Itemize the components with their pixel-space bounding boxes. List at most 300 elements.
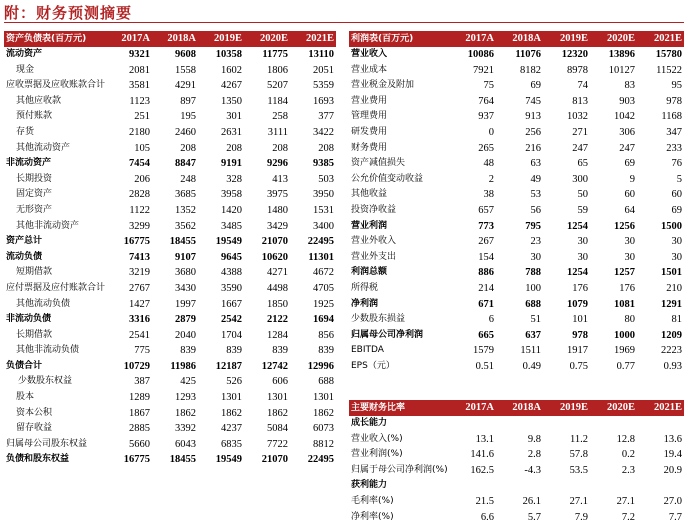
row-label: 股本 xyxy=(16,392,35,403)
year-header: 2020E xyxy=(590,400,637,416)
row-value: 3485 xyxy=(221,220,242,232)
year-header: 2018A xyxy=(496,400,543,416)
row-value: 1694 xyxy=(313,314,334,326)
row-value: 15780 xyxy=(655,49,682,60)
row-value: 425 xyxy=(180,376,196,388)
row-value: 1531 xyxy=(313,204,334,216)
row-value: 300 xyxy=(572,173,588,185)
row-value: 1704 xyxy=(221,329,242,341)
row-value: 1254 xyxy=(567,220,588,232)
row-value: 1480 xyxy=(267,204,288,216)
row-value: 2 xyxy=(488,173,494,185)
row-value: 1209 xyxy=(661,329,682,341)
row-value: 267 xyxy=(478,236,494,248)
row-value: 3111 xyxy=(267,126,288,138)
table-row xyxy=(349,250,684,266)
row-value: 1168 xyxy=(661,111,682,123)
row-value: 2122 xyxy=(267,314,288,326)
row-value: 4705 xyxy=(313,282,334,294)
row-value: 5.7 xyxy=(527,511,541,523)
title-divider xyxy=(4,22,684,23)
year-header: 2020E xyxy=(590,31,637,47)
row-value: 210 xyxy=(666,282,682,294)
row-value: 27.0 xyxy=(663,495,682,507)
row-value: 9608 xyxy=(175,49,196,60)
row-value: 7454 xyxy=(129,158,150,170)
table-row xyxy=(349,63,684,79)
row-value: 1862 xyxy=(175,407,196,419)
row-value: 387 xyxy=(134,376,150,388)
row-value: 208 xyxy=(180,142,196,154)
row-value: 12742 xyxy=(261,360,288,372)
row-value: 1427 xyxy=(129,298,150,310)
row-label: 资产总计 xyxy=(6,236,43,247)
table-row xyxy=(349,78,684,94)
row-label: 少数股东权益 xyxy=(18,376,73,387)
row-value: 1293 xyxy=(175,392,196,404)
table-row xyxy=(4,297,336,313)
row-value: 11301 xyxy=(308,251,334,263)
row-value: 1284 xyxy=(267,329,288,341)
row-value: 5207 xyxy=(267,80,288,92)
table-header-row xyxy=(4,31,336,47)
row-label: 固定资产 xyxy=(16,189,53,200)
row-label: EBITDA xyxy=(351,345,384,356)
table-row xyxy=(349,172,684,188)
row-value: 21070 xyxy=(261,236,288,248)
section-heading-row xyxy=(349,416,684,432)
row-value: 18455 xyxy=(169,236,196,248)
row-value: 51 xyxy=(530,314,541,326)
row-value: 3685 xyxy=(175,189,196,201)
row-value: 141.6 xyxy=(470,449,494,461)
row-value: 2541 xyxy=(129,329,150,341)
row-value: 1184 xyxy=(267,95,288,107)
row-value: 347 xyxy=(666,126,682,138)
row-value: 1257 xyxy=(614,267,635,279)
row-label: 营业税金及附加 xyxy=(351,80,415,91)
row-value: 1032 xyxy=(567,111,588,123)
year-header: 2021E xyxy=(290,31,336,47)
row-value: 74 xyxy=(577,80,588,92)
row-value: 839 xyxy=(272,345,288,357)
row-value: 80 xyxy=(624,314,635,326)
row-value: 788 xyxy=(525,267,541,279)
table-row xyxy=(4,406,336,422)
row-value: 3590 xyxy=(221,282,242,294)
row-value: 21.5 xyxy=(475,495,494,507)
row-label: 其他应收款 xyxy=(16,95,62,106)
row-value: 105 xyxy=(134,142,150,154)
row-value: 1693 xyxy=(313,95,334,107)
row-value: 7722 xyxy=(267,438,288,450)
table-row xyxy=(4,250,336,266)
row-value: 0.77 xyxy=(616,360,635,372)
row-value: 897 xyxy=(180,95,196,107)
row-label: 现金 xyxy=(16,64,35,75)
row-label: 营业收入(%) xyxy=(351,433,403,444)
row-label: 少数股东损益 xyxy=(351,314,406,325)
row-value: 839 xyxy=(318,345,334,357)
row-value xyxy=(543,478,590,494)
row-value: 0.75 xyxy=(569,360,588,372)
row-value: 6073 xyxy=(313,423,334,435)
row-value: 8978 xyxy=(567,64,588,76)
row-value: 12.8 xyxy=(616,433,635,445)
row-value: 1500 xyxy=(661,220,682,232)
row-value: 11076 xyxy=(515,49,541,60)
table-row xyxy=(4,47,336,63)
row-value: 4498 xyxy=(267,282,288,294)
row-value: 1042 xyxy=(614,111,635,123)
row-value: 10729 xyxy=(123,360,150,372)
year-header: 2019E xyxy=(543,31,590,47)
year-header: 2019E xyxy=(543,400,590,416)
row-value: 12187 xyxy=(215,360,242,372)
row-value: 101 xyxy=(572,314,588,326)
row-value: 16775 xyxy=(123,454,150,466)
row-label: 其他流动负债 xyxy=(16,298,71,309)
row-label: EPS（元） xyxy=(351,360,395,371)
row-value: 1969 xyxy=(614,345,635,357)
row-value: 1301 xyxy=(313,392,334,404)
table-row xyxy=(4,156,336,172)
row-value: 10086 xyxy=(467,49,494,60)
row-value: 3430 xyxy=(175,282,196,294)
row-value: 69 xyxy=(671,204,682,216)
row-value: 1000 xyxy=(614,329,635,341)
row-value: 26.1 xyxy=(522,495,541,507)
row-value xyxy=(637,416,684,432)
row-value: 2631 xyxy=(221,126,242,138)
row-value: 2879 xyxy=(175,314,196,326)
row-value xyxy=(496,416,543,432)
row-value: 306 xyxy=(619,126,635,138)
table-row xyxy=(349,447,684,463)
row-value: 247 xyxy=(619,142,635,154)
row-value: 1122 xyxy=(129,204,150,216)
row-value: 214 xyxy=(478,282,494,294)
row-value: 64 xyxy=(624,204,635,216)
row-value: 27.1 xyxy=(616,495,635,507)
row-value: 2040 xyxy=(175,329,196,341)
row-value: 1256 xyxy=(614,220,635,232)
row-value: 0.49 xyxy=(522,360,541,372)
row-value: 795 xyxy=(525,220,541,232)
row-value xyxy=(590,416,637,432)
row-value: 1997 xyxy=(175,298,196,310)
row-value: 1123 xyxy=(129,95,150,107)
row-label: 应收票据及应收账款合计 xyxy=(6,80,106,91)
row-value: 3975 xyxy=(267,189,288,201)
row-value: 0 xyxy=(488,126,494,138)
row-value: 745 xyxy=(525,95,541,107)
row-value: 903 xyxy=(619,95,635,107)
balance-sheet-table xyxy=(4,31,336,468)
row-value: 688 xyxy=(525,298,541,310)
table-row xyxy=(349,281,684,297)
row-value: 27.1 xyxy=(569,495,588,507)
section-heading-row xyxy=(349,478,684,494)
row-value: 13.6 xyxy=(663,433,682,445)
table-row xyxy=(349,47,684,63)
row-value: 3950 xyxy=(313,189,334,201)
row-value: 50 xyxy=(577,189,588,201)
row-value: 248 xyxy=(180,173,196,185)
row-value xyxy=(590,478,637,494)
row-value: 176 xyxy=(572,282,588,294)
financial-ratios-table xyxy=(349,400,684,525)
row-label: 其他非流动资产 xyxy=(16,220,80,231)
row-value: 53 xyxy=(530,189,541,201)
row-value: 0.51 xyxy=(475,360,494,372)
row-value: 57.8 xyxy=(569,449,588,461)
table-row xyxy=(4,328,336,344)
row-value: 63 xyxy=(530,158,541,170)
row-value: 3958 xyxy=(221,189,242,201)
table-row xyxy=(349,343,684,359)
row-label: 研发费用 xyxy=(351,126,388,137)
row-value: 9385 xyxy=(313,158,334,170)
year-header: 2021E xyxy=(637,400,684,416)
table-row xyxy=(349,125,684,141)
row-value: 19549 xyxy=(215,236,242,248)
row-label: 流动资产 xyxy=(6,49,43,59)
row-value: 6043 xyxy=(175,438,196,450)
row-value: 1579 xyxy=(473,345,494,357)
row-value: 60 xyxy=(624,189,635,201)
row-label: 营业外支出 xyxy=(351,251,397,262)
row-value: 18455 xyxy=(169,454,196,466)
row-value: 271 xyxy=(572,126,588,138)
year-header: 2018A xyxy=(496,31,543,47)
row-label: 投资净收益 xyxy=(351,204,397,215)
row-label: 非流动资产 xyxy=(6,158,52,169)
table-row xyxy=(4,374,336,390)
row-value: 8812 xyxy=(313,438,334,450)
row-value: 1081 xyxy=(614,298,635,310)
table-row xyxy=(349,494,684,510)
row-value: 526 xyxy=(226,376,242,388)
row-value: 13.1 xyxy=(475,433,494,445)
row-value: 2180 xyxy=(129,126,150,138)
row-label: 其他非流动负债 xyxy=(16,345,80,356)
table-header-label: 主要财务比率 xyxy=(349,400,449,416)
row-label: 营业利润(%) xyxy=(351,449,403,460)
table-row xyxy=(4,359,336,375)
row-value: 1301 xyxy=(267,392,288,404)
table-row xyxy=(349,203,684,219)
row-value: 75 xyxy=(483,80,494,92)
row-value: 5084 xyxy=(267,423,288,435)
table-row xyxy=(4,94,336,110)
row-label: 负债和股东权益 xyxy=(6,454,70,465)
row-value: 1867 xyxy=(129,407,150,419)
row-value: 30 xyxy=(577,251,588,263)
row-label: 归属于母公司净利润(%) xyxy=(351,464,448,475)
row-value: 12996 xyxy=(307,360,334,372)
row-value: 3680 xyxy=(175,267,196,279)
row-label: 流动负债 xyxy=(6,251,43,262)
row-value: 3562 xyxy=(175,220,196,232)
table-row xyxy=(349,219,684,235)
row-value xyxy=(449,416,496,432)
row-value: 1806 xyxy=(267,64,288,76)
row-value: 9321 xyxy=(129,49,150,60)
row-label: 资产减值损失 xyxy=(351,158,406,169)
table-row xyxy=(4,234,336,250)
row-value: 665 xyxy=(478,329,494,341)
row-value: 1862 xyxy=(267,407,288,419)
row-value: 1350 xyxy=(221,95,242,107)
row-label: 利润总额 xyxy=(351,267,388,278)
row-value: 503 xyxy=(318,173,334,185)
row-value: 30 xyxy=(530,251,541,263)
row-value: 1352 xyxy=(175,204,196,216)
row-value: 913 xyxy=(525,111,541,123)
table-row xyxy=(4,390,336,406)
table-row xyxy=(349,312,684,328)
table-row xyxy=(4,187,336,203)
row-value: 9645 xyxy=(221,251,242,263)
row-value: 19.4 xyxy=(663,449,682,461)
row-value: 775 xyxy=(134,345,150,357)
row-value: 3581 xyxy=(129,80,150,92)
row-value: 1289 xyxy=(129,392,150,404)
row-value: 30 xyxy=(671,251,682,263)
row-label: 获利能力 xyxy=(351,480,388,491)
row-value: 162.5 xyxy=(470,464,494,476)
row-value: 328 xyxy=(226,173,242,185)
row-label: 资本公积 xyxy=(16,407,53,418)
row-value: 95 xyxy=(671,80,682,92)
row-value: 2767 xyxy=(129,282,150,294)
row-value: 154 xyxy=(478,251,494,263)
table-row xyxy=(349,141,684,157)
row-value: 856 xyxy=(318,329,334,341)
row-value: 8847 xyxy=(175,158,196,170)
row-value: 1079 xyxy=(567,298,588,310)
table-row xyxy=(4,437,336,453)
row-value: 7.7 xyxy=(668,511,682,523)
row-value: 13896 xyxy=(608,49,635,60)
row-value: 688 xyxy=(318,376,334,388)
row-value: 38 xyxy=(483,189,494,201)
row-value: 1667 xyxy=(221,298,242,310)
row-value: 13110 xyxy=(308,49,334,60)
row-value: 9 xyxy=(629,173,635,185)
row-value: 69 xyxy=(624,158,635,170)
row-value: 5660 xyxy=(129,438,150,450)
table-header-label: 利润表(百万元) xyxy=(349,31,449,47)
row-value: 3429 xyxy=(267,220,288,232)
row-value: 886 xyxy=(478,267,494,279)
table-row xyxy=(4,172,336,188)
row-label: 营业利润 xyxy=(351,220,388,231)
row-value: 3316 xyxy=(129,314,150,326)
row-value: 208 xyxy=(272,142,288,154)
row-label: 归属母公司股东权益 xyxy=(6,438,88,449)
table-row xyxy=(349,109,684,125)
table-row xyxy=(4,265,336,281)
row-value: 256 xyxy=(525,126,541,138)
row-label: 管理费用 xyxy=(351,111,388,122)
row-value: 813 xyxy=(572,95,588,107)
row-label: 非流动负债 xyxy=(6,314,52,325)
row-value: 30 xyxy=(624,251,635,263)
table-row xyxy=(4,109,336,125)
row-value: 30 xyxy=(577,236,588,248)
row-label: 营业收入 xyxy=(351,49,388,59)
row-label: 公允价值变动收益 xyxy=(351,173,424,184)
row-value: 1862 xyxy=(313,407,334,419)
row-value: 4291 xyxy=(175,80,196,92)
row-value: 3400 xyxy=(313,220,334,232)
row-value: 1420 xyxy=(221,204,242,216)
row-value: 937 xyxy=(478,111,494,123)
row-value xyxy=(543,416,590,432)
row-label: 其他收益 xyxy=(351,189,388,200)
table-row xyxy=(349,156,684,172)
row-value xyxy=(637,478,684,494)
row-value: 1850 xyxy=(267,298,288,310)
row-value: 21070 xyxy=(261,454,288,466)
table-row xyxy=(349,432,684,448)
row-value: 23 xyxy=(530,236,541,248)
table-row xyxy=(4,78,336,94)
row-label: 归属母公司净利润 xyxy=(351,329,424,340)
table-row xyxy=(349,463,684,479)
row-value: 2081 xyxy=(129,64,150,76)
row-value: 20.9 xyxy=(663,464,682,476)
row-label: 长期借款 xyxy=(16,329,53,340)
row-value: 4237 xyxy=(221,423,242,435)
row-value: 2885 xyxy=(129,423,150,435)
year-header: 2019E xyxy=(198,31,244,47)
row-value: 3392 xyxy=(175,423,196,435)
table-row xyxy=(4,63,336,79)
row-value: 7.2 xyxy=(621,511,635,523)
row-value: 5359 xyxy=(313,80,334,92)
row-value: 53.5 xyxy=(569,464,588,476)
table-row xyxy=(349,94,684,110)
table-row xyxy=(4,452,336,468)
year-header: 2018A xyxy=(152,31,198,47)
table-row xyxy=(349,510,684,525)
row-value: 2223 xyxy=(661,345,682,357)
row-value: 19549 xyxy=(215,454,242,466)
row-label: 预付账款 xyxy=(16,111,53,122)
row-value: 2542 xyxy=(221,314,242,326)
row-value: 1862 xyxy=(221,407,242,419)
table-row xyxy=(4,281,336,297)
table-row xyxy=(4,219,336,235)
row-value: 3422 xyxy=(313,126,334,138)
table-row xyxy=(4,312,336,328)
row-value xyxy=(496,478,543,494)
row-value: 11.2 xyxy=(570,433,588,445)
row-value: 978 xyxy=(666,95,682,107)
row-value: 208 xyxy=(318,142,334,154)
row-value: 22495 xyxy=(307,454,334,466)
row-label: 净利率(%) xyxy=(351,511,394,522)
row-value: 773 xyxy=(478,220,494,232)
table-row xyxy=(4,343,336,359)
row-value: 30 xyxy=(671,236,682,248)
row-value: 56 xyxy=(530,204,541,216)
row-value: 83 xyxy=(624,80,635,92)
row-value: 10358 xyxy=(215,49,242,60)
